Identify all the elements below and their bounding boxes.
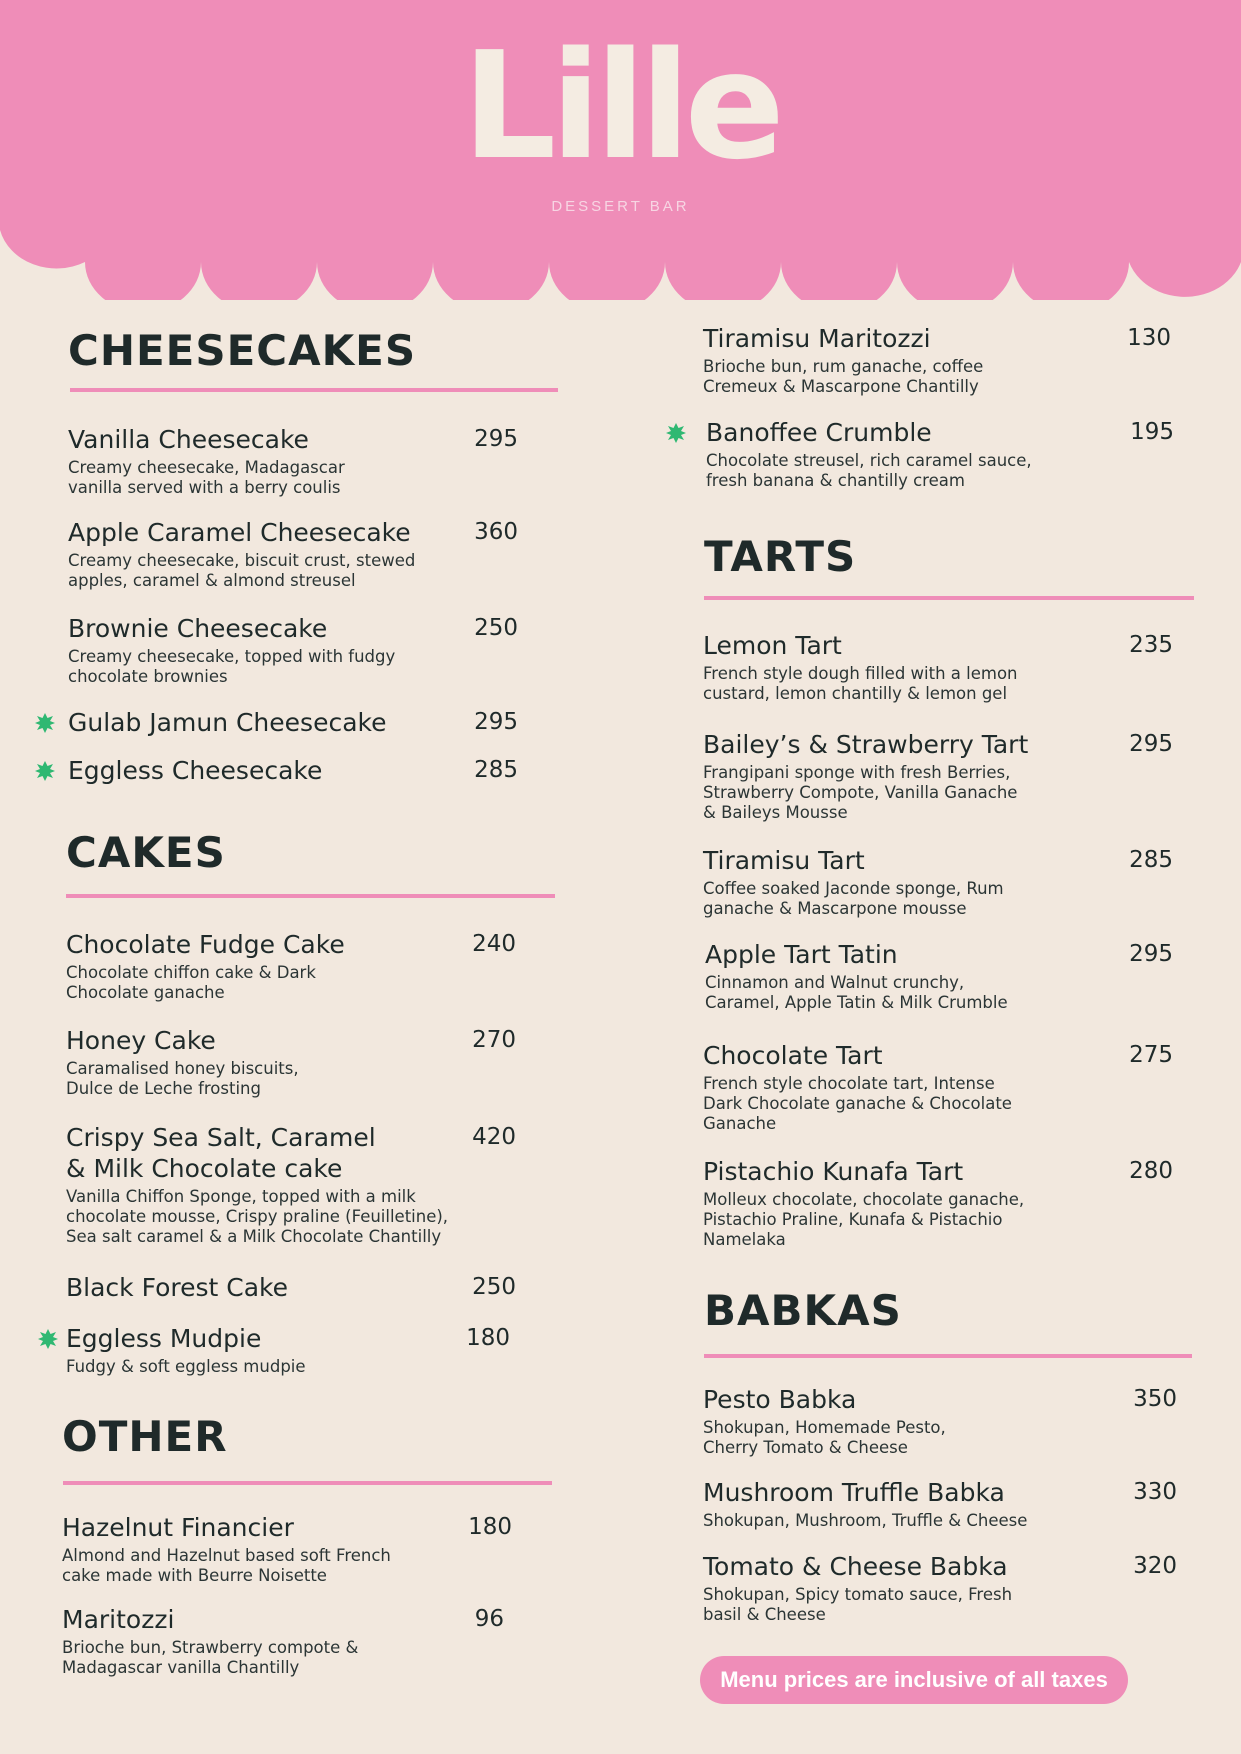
item-description: Coffee soaked Jaconde sponge, Rum ganache & Mascarpone mousse bbox=[703, 879, 1004, 918]
item-description: Shokupan, Mushroom, Truffle & Cheese bbox=[703, 1511, 1028, 1530]
item-name: Crispy Sea Salt, Caramel & Milk Chocolate cake bbox=[66, 1123, 376, 1183]
section-divider bbox=[63, 1481, 552, 1485]
item-name: Eggless Mudpie bbox=[66, 1324, 262, 1353]
menu-item bbox=[62, 1604, 542, 1678]
menu-item bbox=[703, 1551, 1183, 1625]
item-name: Maritozzi bbox=[62, 1605, 175, 1634]
item-name: Vanilla Cheesecake bbox=[68, 425, 309, 454]
item-price: 275 bbox=[1129, 1042, 1173, 1068]
item-description: Chocolate streusel, rich caramel sauce, fresh banana & chantilly cream bbox=[706, 451, 1032, 490]
item-price: 295 bbox=[474, 426, 518, 452]
item-price: 295 bbox=[474, 709, 518, 735]
section-divider bbox=[704, 596, 1194, 600]
menu-item bbox=[703, 1040, 1183, 1134]
item-description: Fudgy & soft eggless mudpie bbox=[66, 1357, 306, 1376]
menu-item bbox=[705, 939, 1185, 1013]
menu-item bbox=[66, 1272, 546, 1303]
item-description: Shokupan, Homemade Pesto, Cherry Tomato & Cheese bbox=[703, 1418, 946, 1457]
item-price: 295 bbox=[1129, 941, 1173, 967]
item-name: Bailey’s & Strawberry Tart bbox=[703, 730, 1029, 759]
item-description: Shokupan, Spicy tomato sauce, Fresh basil & Cheese bbox=[703, 1585, 1013, 1624]
menu-item bbox=[706, 417, 1186, 491]
item-price: 295 bbox=[1129, 731, 1173, 757]
menu-item bbox=[68, 613, 548, 687]
item-price: 285 bbox=[474, 757, 518, 783]
item-description: Creamy cheesecake, biscuit crust, stewed apples, caramel & almond streusel bbox=[68, 551, 416, 590]
section-title-tarts: TARTS bbox=[704, 532, 857, 581]
item-description: Almond and Hazelnut based soft French cake made with Beurre Noisette bbox=[62, 1546, 391, 1585]
item-description: Brioche bun, Strawberry compote & Madagascar vanilla Chantilly bbox=[62, 1638, 359, 1677]
item-description: Cinnamon and Walnut crunchy, Caramel, Apple Tatin & Milk Crumble bbox=[705, 973, 1008, 1012]
section-divider bbox=[704, 1354, 1192, 1358]
item-name: Gulab Jamun Cheesecake bbox=[68, 708, 387, 737]
tax-note-badge: Menu prices are inclusive of all taxes bbox=[700, 1656, 1128, 1704]
item-name: Lemon Tart bbox=[703, 631, 842, 660]
menu-item bbox=[68, 755, 548, 786]
item-name: Chocolate Fudge Cake bbox=[66, 930, 345, 959]
item-price: 280 bbox=[1129, 1158, 1173, 1184]
item-price: 285 bbox=[1129, 847, 1173, 873]
menu-item bbox=[66, 1323, 546, 1377]
section-title-cakes: CAKES bbox=[66, 828, 226, 877]
item-price: 250 bbox=[472, 1274, 516, 1300]
item-price: 130 bbox=[1127, 325, 1171, 351]
item-price: 96 bbox=[474, 1606, 504, 1632]
item-name: Honey Cake bbox=[66, 1026, 216, 1055]
item-name: Pesto Babka bbox=[703, 1385, 857, 1414]
menu-item bbox=[68, 424, 548, 498]
menu-item bbox=[68, 517, 548, 591]
section-title-other: OTHER bbox=[62, 1412, 228, 1461]
item-description: Creamy cheesecake, Madagascar vanilla served with a berry coulis bbox=[68, 458, 345, 497]
green-star-icon bbox=[666, 423, 686, 443]
item-name: Pistachio Kunafa Tart bbox=[703, 1157, 964, 1186]
item-name: Mushroom Truffle Babka bbox=[703, 1478, 1005, 1507]
item-name: Brownie Cheesecake bbox=[68, 614, 328, 643]
menu-item bbox=[62, 1512, 542, 1586]
item-description: Creamy cheesecake, topped with fudgy chocolate brownies bbox=[68, 647, 396, 686]
item-description: Chocolate chiffon cake & Dark Chocolate ganache bbox=[66, 963, 316, 1002]
item-price: 360 bbox=[474, 519, 518, 545]
item-name: Tomato & Cheese Babka bbox=[703, 1552, 1008, 1581]
green-star-icon bbox=[35, 761, 55, 781]
green-star-icon bbox=[38, 1329, 58, 1349]
menu-item bbox=[703, 1384, 1183, 1458]
item-description: Molleux chocolate, chocolate ganache, Pistachio Praline, Kunafa & Pistachio Namelaka bbox=[703, 1190, 1025, 1249]
item-description: Brioche bun, rum ganache, coffee Cremeux & Mascarpone Chantilly bbox=[703, 357, 984, 396]
menu-item bbox=[66, 1025, 546, 1099]
item-description: Frangipani sponge with fresh Berries, Strawberry Compote, Vanilla Ganache & Baileys Mousse bbox=[703, 763, 1018, 822]
item-price: 330 bbox=[1133, 1479, 1177, 1505]
item-description: Caramalised honey biscuits, Dulce de Leche frosting bbox=[66, 1059, 299, 1098]
menu-item bbox=[703, 1156, 1183, 1250]
item-name: Hazelnut Financier bbox=[62, 1513, 294, 1542]
item-price: 235 bbox=[1129, 632, 1173, 658]
menu-item bbox=[66, 1122, 546, 1247]
item-description: Vanilla Chiffon Sponge, topped with a milk chocolate mousse, Crispy praline (Feuilletine), Sea salt caramel & a Milk Chocolate Chantilly bbox=[66, 1187, 449, 1246]
section-divider bbox=[70, 388, 558, 392]
section-title-cheesecakes: CHEESECAKES bbox=[68, 326, 417, 375]
item-name: Chocolate Tart bbox=[703, 1041, 883, 1070]
item-name: Banoffee Crumble bbox=[706, 418, 932, 447]
item-name: Apple Tart Tatin bbox=[705, 940, 898, 969]
item-name: Tiramisu Maritozzi bbox=[703, 324, 931, 353]
item-price: 195 bbox=[1130, 419, 1174, 445]
item-price: 420 bbox=[472, 1124, 516, 1150]
item-price: 240 bbox=[472, 931, 516, 957]
item-price: 180 bbox=[466, 1325, 510, 1351]
section-divider bbox=[66, 894, 555, 898]
menu-item bbox=[703, 729, 1183, 823]
menu-item bbox=[68, 707, 548, 738]
item-name: Black Forest Cake bbox=[66, 1273, 288, 1302]
brand-logo: Lille bbox=[462, 20, 779, 192]
menu-item bbox=[703, 630, 1183, 704]
menu-item bbox=[703, 1477, 1183, 1531]
item-price: 250 bbox=[474, 615, 518, 641]
section-title-babkas: BABKAS bbox=[704, 1286, 902, 1335]
brand-tagline: DESSERT BAR bbox=[551, 198, 690, 215]
item-name: Eggless Cheesecake bbox=[68, 756, 323, 785]
menu-item bbox=[703, 323, 1183, 397]
item-price: 350 bbox=[1133, 1386, 1177, 1412]
header-banner bbox=[0, 0, 1241, 300]
green-star-icon bbox=[35, 713, 55, 733]
menu-item bbox=[703, 845, 1183, 919]
item-price: 320 bbox=[1133, 1553, 1177, 1579]
item-price: 270 bbox=[472, 1027, 516, 1053]
item-name: Apple Caramel Cheesecake bbox=[68, 518, 411, 547]
menu-item bbox=[66, 929, 546, 1003]
item-price: 180 bbox=[468, 1514, 512, 1540]
item-description: French style chocolate tart, Intense Dark Chocolate ganache & Chocolate Ganache bbox=[703, 1074, 1012, 1133]
item-name: Tiramisu Tart bbox=[703, 846, 865, 875]
item-description: French style dough filled with a lemon custard, lemon chantilly & lemon gel bbox=[703, 664, 1018, 703]
